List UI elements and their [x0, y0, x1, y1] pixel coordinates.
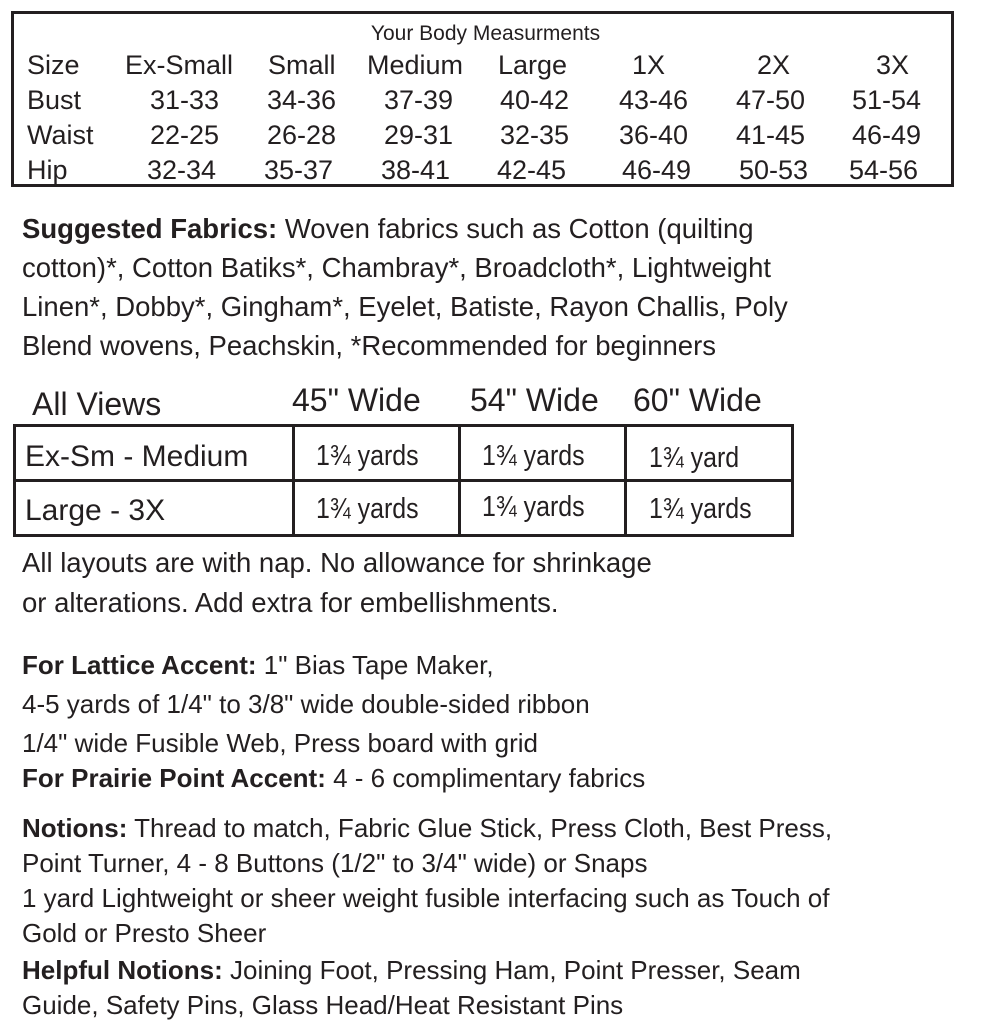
lattice-line-1 — [22, 650, 494, 681]
table-cell: 41-45 — [736, 120, 806, 150]
table-cell: 54-56 — [849, 155, 919, 185]
divider — [16, 479, 791, 482]
notions-line-2: Point Turner, 4 - 8 Buttons (1/2" to 3/4" wide) or Snaps — [22, 848, 648, 878]
header-3x: 3X — [876, 50, 910, 80]
notions-line-4: Gold or Presto Sheer — [22, 918, 267, 948]
lattice-line-2: 4-5 yards of 1/4" to 3/8" wide double-sided ribbon — [22, 689, 590, 719]
header-2x: 2X — [757, 50, 791, 80]
header-small: Small — [268, 50, 336, 80]
fabrics-line-4: Blend wovens, Peachskin, *Recommended for beginners — [22, 330, 716, 361]
yardage-col-60: 60" Wide — [633, 382, 762, 418]
lattice-label: For Lattice Accent: — [22, 650, 257, 680]
lattice-line-3: 1/4" wide Fusible Web, Press board with grid — [22, 728, 538, 758]
measurements-row-hip — [14, 155, 957, 191]
table-cell: 47-50 — [736, 85, 806, 115]
helpful-label: Helpful Notions: — [22, 955, 223, 985]
table-cell: 1¾ yards — [482, 491, 585, 523]
measurements-title: Your Body Measurments — [370, 22, 601, 45]
table-cell: 22-25 — [150, 120, 220, 150]
table-cell: 1¾ yards — [649, 493, 752, 525]
fabrics-line-2: cotton)*, Cotton Batiks*, Chambray*, Broadcloth*, Lightweight — [22, 252, 771, 283]
table-cell: 34-36 — [267, 85, 337, 115]
table-cell: 37-39 — [384, 85, 454, 115]
measurements-row-waist — [14, 120, 957, 156]
yardage-row-label: Large - 3X — [25, 494, 166, 527]
layout-note-line-1: All layouts are with nap. No allowance for shrinkage — [22, 547, 652, 578]
yardage-col-54: 54" Wide — [470, 382, 599, 418]
table-cell: 38-41 — [381, 155, 451, 185]
table-cell: 32-34 — [147, 155, 217, 185]
prairie-line — [22, 763, 645, 794]
yardage-col-45: 45" Wide — [292, 382, 421, 418]
table-cell: 26-28 — [267, 120, 337, 150]
prairie-label: For Prairie Point Accent: — [22, 763, 326, 793]
notions-line-1 — [22, 813, 832, 844]
notions-text: Thread to match, Fabric Glue Stick, Press Cloth, Best Press, — [127, 813, 833, 843]
table-cell: 46-49 — [622, 155, 692, 185]
header-1x: 1X — [632, 50, 666, 80]
prairie-text: 4 - 6 complimentary fabrics — [325, 763, 646, 793]
fabrics-label: Suggested Fabrics: — [22, 213, 278, 244]
table-cell: 36-40 — [619, 120, 689, 150]
layout-note-line-2: or alterations. Add extra for embellishments. — [22, 587, 559, 618]
helpful-line-1 — [22, 955, 801, 986]
table-cell: 35-37 — [264, 155, 334, 185]
table-cell: 46-49 — [852, 120, 922, 150]
header-large: Large — [498, 50, 568, 80]
notions-label: Notions: — [22, 813, 128, 843]
header-medium: Medium — [367, 50, 464, 80]
table-cell: 43-46 — [619, 85, 689, 115]
yardage-corner-label: All Views — [32, 386, 162, 422]
yardage-row-label: Ex-Sm - Medium — [25, 440, 249, 473]
lattice-text: 1" Bias Tape Maker, — [256, 650, 494, 680]
table-cell: 32-35 — [500, 120, 570, 150]
helpful-line-2: Guide, Safety Pins, Glass Head/Heat Resistant Pins — [22, 990, 624, 1020]
helpful-text: Joining Foot, Pressing Ham, Point Presser, Seam — [222, 955, 801, 985]
fabrics-line-3: Linen*, Dobby*, Gingham*, Eyelet, Batiste, Rayon Challis, Poly — [22, 291, 788, 322]
table-cell: 42-45 — [497, 155, 567, 185]
header-ex-small: Ex-Small — [125, 50, 234, 80]
table-cell: 31-33 — [150, 85, 220, 115]
measurements-row-bust — [14, 85, 957, 121]
table-cell: 29-31 — [384, 120, 454, 150]
fabrics-text: Woven fabrics such as Cotton (quilting — [277, 213, 754, 244]
row-label: Waist — [27, 120, 94, 150]
measurements-header-row — [14, 50, 957, 86]
table-cell: 1¾ yards — [482, 440, 585, 472]
fabrics-line-1 — [22, 209, 754, 248]
row-label: Bust — [27, 85, 82, 115]
body-measurements-table — [11, 11, 954, 187]
table-cell: 1¾ yards — [316, 493, 419, 525]
table-cell: 51-54 — [852, 85, 922, 115]
table-cell: 40-42 — [500, 85, 570, 115]
table-cell: 1¾ yard — [649, 442, 740, 474]
yardage-table — [13, 424, 794, 537]
header-size: Size — [27, 50, 80, 80]
row-label: Hip — [27, 155, 68, 185]
table-cell: 1¾ yards — [316, 440, 419, 472]
table-cell: 50-53 — [739, 155, 809, 185]
notions-line-3: 1 yard Lightweight or sheer weight fusible interfacing such as Touch of — [22, 883, 830, 913]
